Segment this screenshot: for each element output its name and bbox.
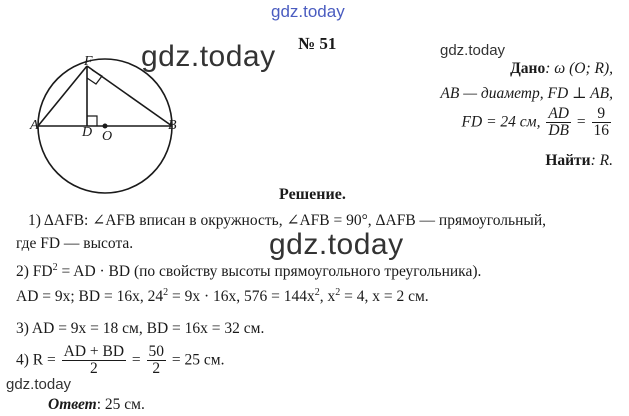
find-label: Найти — [545, 152, 591, 169]
geometry-figure — [30, 48, 190, 208]
watermark-bottom-left: gdz.today — [6, 376, 72, 393]
watermark-upper-right: gdz.today — [440, 42, 506, 59]
answer-label: Ответ — [48, 396, 97, 413]
find-line — [545, 152, 613, 170]
given-ratio-lhs: $\frac{AD}{DB}$ — [548, 105, 569, 140]
given-line-2: AB — диаметр, FD ⊥ AB, — [440, 85, 613, 102]
step-2-line-2: AD = 9x; BD = 16x, $24^2 = 9x \cdot 16x$, $576 = 144x^2$, $x^2 = 4$, x = 2 см. — [16, 287, 429, 306]
watermark-middle: gdz.today — [269, 228, 404, 261]
step-1-line-2: где FD — высота. — [16, 235, 134, 252]
step-2-line-1: 2) $FD^2$ = AD · BD (по свойству высоты прямоугольного треугольника). — [16, 262, 482, 281]
step-4: 4) R = $\frac{AD + BD}{2}$ = $\frac{50}{2}$ = 25 см. — [16, 343, 225, 378]
right-angle-f — [87, 70, 102, 84]
label-a: A — [30, 118, 39, 133]
answer-line — [48, 396, 145, 414]
step-1-line-1: 1) ΔAFB: ∠AFB вписан в окружность, ∠AFB = 90°, ΔAFB — прямоугольный, — [28, 212, 546, 229]
answer-value: : 25 см. — [96, 396, 145, 413]
step-4-fraction-2: $\frac{50}{2}$ — [148, 343, 165, 378]
given-circle: : ω (O; R), — [545, 60, 613, 77]
step-4-fraction-1: $\frac{AD + BD}{2}$ — [63, 343, 125, 378]
problem-number: № 51 — [298, 34, 337, 53]
given-ratio-rhs: $\frac{9}{16}$ — [593, 105, 609, 140]
watermark-upper-left: gdz.today — [141, 40, 276, 73]
watermark-top: gdz.today — [271, 2, 345, 21]
find-value: : R. — [590, 152, 613, 169]
center-point-o — [103, 124, 108, 129]
given-fd: FD = 24 см, — [461, 113, 541, 131]
label-d: D — [82, 125, 93, 140]
given-label: Дано — [510, 60, 546, 77]
given-line-3: FD = 24 см, $\frac{AD}{DB}$ = $\frac{9}{16}$ — [461, 105, 609, 140]
label-b: B — [168, 118, 177, 133]
label-f: F — [84, 54, 93, 69]
given-line-1 — [510, 60, 613, 78]
step-3: 3) AD = 9x = 18 см, BD = 16x = 32 см. — [16, 320, 265, 337]
label-o: O — [102, 129, 113, 144]
solution-heading: Решение. — [279, 186, 346, 203]
